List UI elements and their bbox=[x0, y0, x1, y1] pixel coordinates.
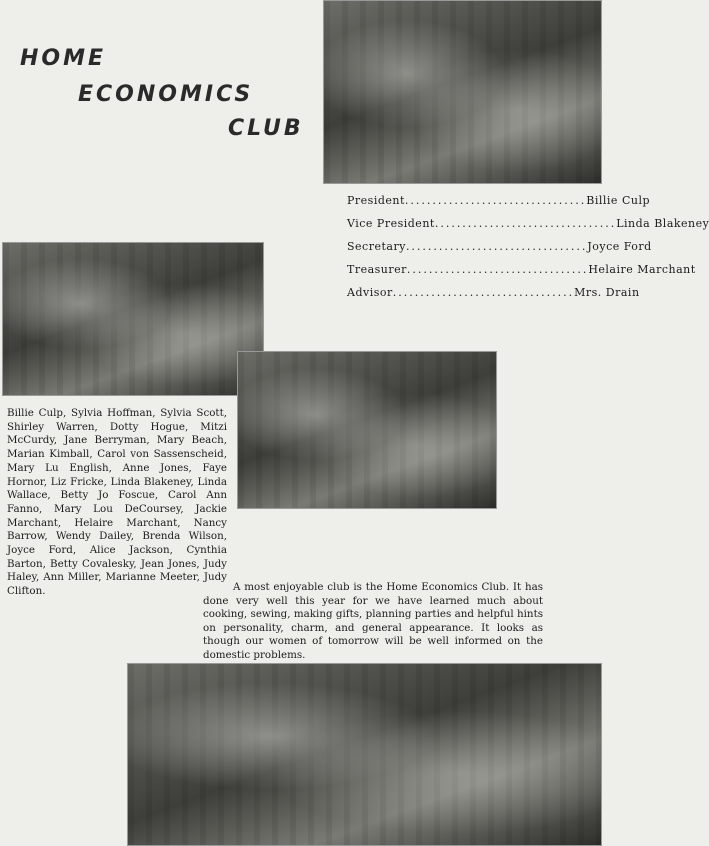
officer-name: Linda Blakeney bbox=[616, 217, 709, 230]
officer-row: Advisor ................................. Mrs. Drain bbox=[347, 286, 640, 299]
officer-name: Billie Culp bbox=[586, 194, 651, 207]
officer-row: Secretary ................................. Joyce Ford bbox=[347, 240, 652, 253]
officer-name: Joyce Ford bbox=[587, 240, 652, 253]
officer-role: Advisor bbox=[347, 286, 393, 299]
officer-role: President bbox=[347, 194, 405, 207]
kitchen-photo bbox=[127, 663, 602, 846]
banquet-photo bbox=[2, 242, 264, 396]
officer-name: Helaire Marchant bbox=[588, 263, 696, 276]
club-description: A most enjoyable club is the Home Economics Club. It has done very well this year for we have learned much about cooking, sewing, making gifts, planning parties and helpful hints on personality, charm, and general appearance. It looks as though our women of tomorrow will be well informed on the domestic problems. bbox=[203, 581, 543, 661]
officer-row: President ................................. Billie Culp bbox=[347, 194, 651, 207]
title-line-1: HOME bbox=[20, 46, 107, 71]
officer-role: Secretary bbox=[347, 240, 406, 253]
title-line-3: CLUB bbox=[228, 116, 304, 141]
officer-name: Mrs. Drain bbox=[574, 286, 640, 299]
title-line-2: ECONOMICS bbox=[78, 82, 254, 107]
dinner-photo bbox=[237, 351, 497, 509]
members-list: Billie Culp, Sylvia Hoffman, Sylvia Scott, Shirley Warren, Dotty Hogue, Mitzi McCurdy, Jane Berryman, Mary Beach, Marian Kimball, Carol von Sassenscheid, Mary Lu English, Anne Jones, Faye Hornor, Liz Fricke, Linda Blakeney, Linda Wallace, Betty Jo Foscue, Carol Ann Fanno, Mary Lou DeCoursey, Jackie Marchant, Helaire Marchant, Nancy Barrow, Wendy Dailey, Brenda Wilson, Joyce Ford, Alice Jackson, Cynthia Barton, Betty Covalesky, Jean Jones, Judy Haley, Ann Miller, Marianne Meeter, Judy Clifton. bbox=[7, 407, 227, 598]
officers-list bbox=[347, 194, 709, 309]
officer-row: Treasurer ................................. Helaire Marchant bbox=[347, 263, 696, 276]
officers-photo bbox=[323, 0, 602, 184]
officer-role: Vice President bbox=[347, 217, 435, 230]
officer-row: Vice President ................................. Linda Blakeney bbox=[347, 217, 709, 230]
officer-role: Treasurer bbox=[347, 263, 407, 276]
